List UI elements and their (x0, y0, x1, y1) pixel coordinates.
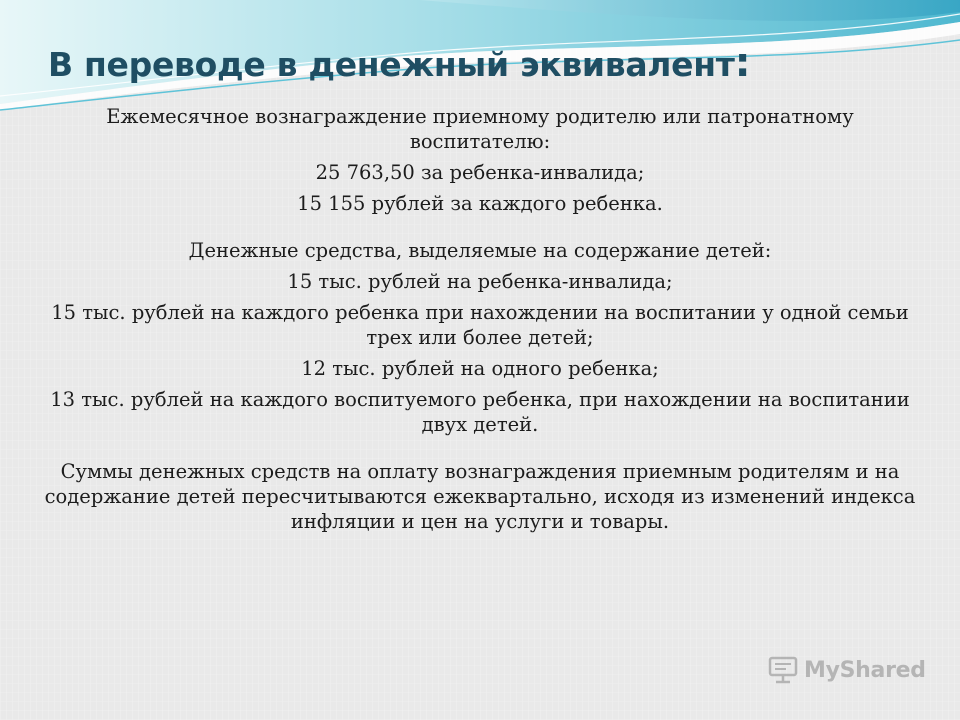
paragraph-maintenance-two-children: 13 тыс. рублей на каждого воспитуемого ребенка, при нахождении на воспитании двух детей. (50, 388, 910, 436)
paragraph-disabled-child-amount: 25 763,50 за ребенка-инвалида; (315, 161, 645, 184)
slide-title (48, 40, 750, 86)
slide-title-text: В переводе в денежный эквивалент (48, 45, 735, 84)
paragraph-each-child-amount: 15 155 рублей за каждого ребенка. (297, 192, 663, 215)
paragraph-maintenance-disabled: 15 тыс. рублей на ребенка-инвалида; (287, 270, 673, 293)
watermark-logo (768, 656, 926, 684)
paragraph-maintenance-funds: Денежные средства, выделяемые на содержание детей: (188, 239, 772, 262)
paragraph-maintenance-one-child: 12 тыс. рублей на одного ребенка; (301, 357, 659, 380)
paragraph-monthly-reward: Ежемесячное вознаграждение приемному родителю или патронатному воспитателю: (106, 105, 854, 153)
watermark-text: MyShared (804, 657, 926, 683)
presentation-board-icon (768, 656, 798, 684)
paragraph-indexation: Суммы денежных средств на оплату вознаграждения приемным родителям и на содержание детей пересчитываются ежеквартально, исходя из изменений индекса инфляции и цен на услуги и товары. (44, 460, 916, 533)
slide-body (40, 104, 920, 534)
paragraph-maintenance-three-children: 15 тыс. рублей на каждого ребенка при нахождении на воспитании у одной семьи трех или более детей; (51, 301, 909, 349)
slide-title-colon: : (734, 40, 751, 86)
